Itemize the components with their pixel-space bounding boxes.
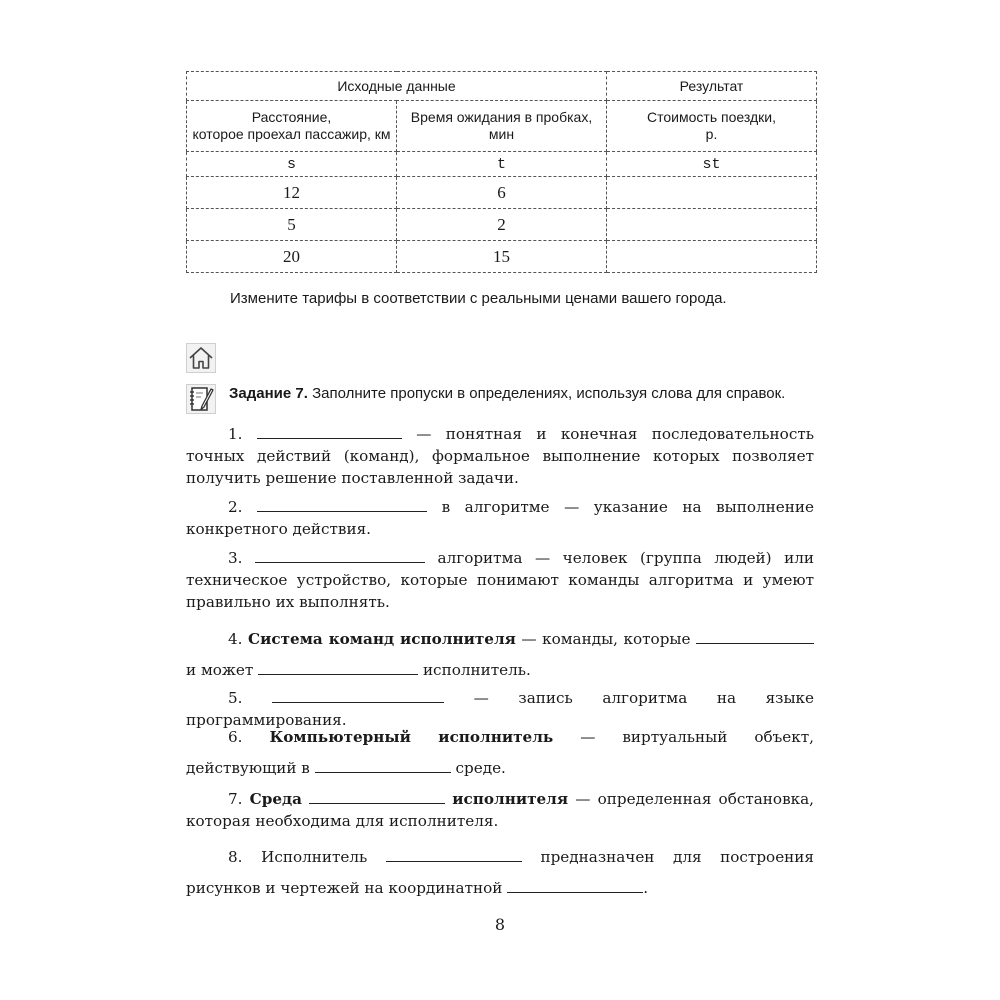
blank-field[interactable] [696, 628, 814, 644]
var-st-cell: st [607, 152, 817, 177]
item-number: 5. [228, 689, 243, 707]
cell-st[interactable] [607, 177, 817, 209]
item-text: Исполнитель [261, 848, 368, 866]
group-result-cell: Результат [607, 72, 817, 101]
item-number: 7. [228, 790, 243, 808]
blank-field[interactable] [315, 757, 451, 773]
cell-s: 5 [187, 209, 397, 241]
var-s-cell: s [187, 152, 397, 177]
item-text: в алгоритме — указание на выполнение конкретного действия. [186, 498, 815, 538]
task-instruction: Заполните пропуски в определениях, используя слова для справок. [312, 385, 786, 402]
cell-t: 15 [397, 241, 607, 273]
cell-st[interactable] [607, 241, 817, 273]
definition-item-2 [186, 496, 814, 540]
table-group-row [187, 72, 817, 101]
home-icon [186, 343, 216, 373]
table-variable-row [187, 152, 817, 177]
blank-field[interactable] [272, 687, 444, 703]
var-t-cell: t [397, 152, 607, 177]
item-text: — виртуальный объект, действующий [186, 728, 814, 777]
blank-field[interactable] [309, 788, 445, 804]
item-text: среде. [455, 759, 506, 777]
blank-field[interactable] [258, 659, 418, 675]
table-row [187, 209, 817, 241]
item-text: — понятная и конечная последовательность точных действий (команд), формальное выполнение которых позволяет получить решение поставленной задачи. [186, 425, 814, 487]
cell-t: 6 [397, 177, 607, 209]
blank-field[interactable] [507, 877, 643, 893]
item-text: и может [186, 661, 254, 679]
item-text: — команды, которые [521, 630, 691, 648]
item-number: 3. [228, 549, 243, 567]
item-text: алгоритма — человек (группа людей) или техническое устройство, которые понимают команды алгоритма и умеют правильно их выполнять. [186, 549, 815, 611]
col1-header: Расстояние, которое проехал пассажир, км [187, 101, 397, 152]
definition-item-1 [186, 423, 814, 489]
item-text: исполнитель. [422, 661, 531, 679]
definition-item-3 [186, 547, 814, 613]
item-text: — запись алгоритма на языке программирования. [186, 689, 815, 729]
item-text: . [643, 879, 649, 897]
blank-field[interactable] [257, 423, 402, 439]
task-label: Задание 7. [229, 385, 308, 402]
note-text: Измените тарифы в соответствии с реальными ценами вашего города. [230, 290, 727, 307]
blank-field[interactable] [386, 846, 522, 862]
blank-field[interactable] [255, 547, 425, 563]
data-table [186, 71, 817, 273]
term-bold: исполнителя [452, 790, 569, 808]
cell-t: 2 [397, 209, 607, 241]
col3-header: Стоимость поездки, р. [607, 101, 817, 152]
table-row [187, 241, 817, 273]
notebook-pen-icon [186, 384, 216, 414]
term-bold: Среда [249, 790, 302, 808]
cell-st[interactable] [607, 209, 817, 241]
item-number: 2. [228, 498, 243, 516]
item-number: 8. [228, 848, 243, 866]
cell-s: 20 [187, 241, 397, 273]
group-source-cell: Исходные данные [187, 72, 607, 101]
term-bold: Компьютерный исполнитель [269, 728, 554, 746]
definition-item-8 [186, 842, 814, 904]
page-number: 8 [494, 915, 506, 934]
col2-header: Время ожидания в пробках, мин [397, 101, 607, 152]
blank-field[interactable] [257, 496, 427, 512]
term-bold: Система команд исполнителя [248, 630, 516, 648]
task-title [229, 385, 785, 402]
item-number: 4. [228, 630, 243, 648]
table-row [187, 177, 817, 209]
item-number: 6. [228, 728, 243, 746]
table-header-row [187, 101, 817, 152]
definition-item-7 [186, 788, 814, 832]
definition-item-6 [186, 722, 814, 784]
definition-item-4 [186, 624, 814, 686]
item-number: 1. [228, 425, 243, 443]
item-text: в [301, 759, 310, 777]
item-text: — определенная обстановка, которая необходима для исполнителя. [186, 790, 815, 830]
cell-s: 12 [187, 177, 397, 209]
item-text: предназначен для построения рисунков и чертежей на координатной [186, 848, 815, 897]
